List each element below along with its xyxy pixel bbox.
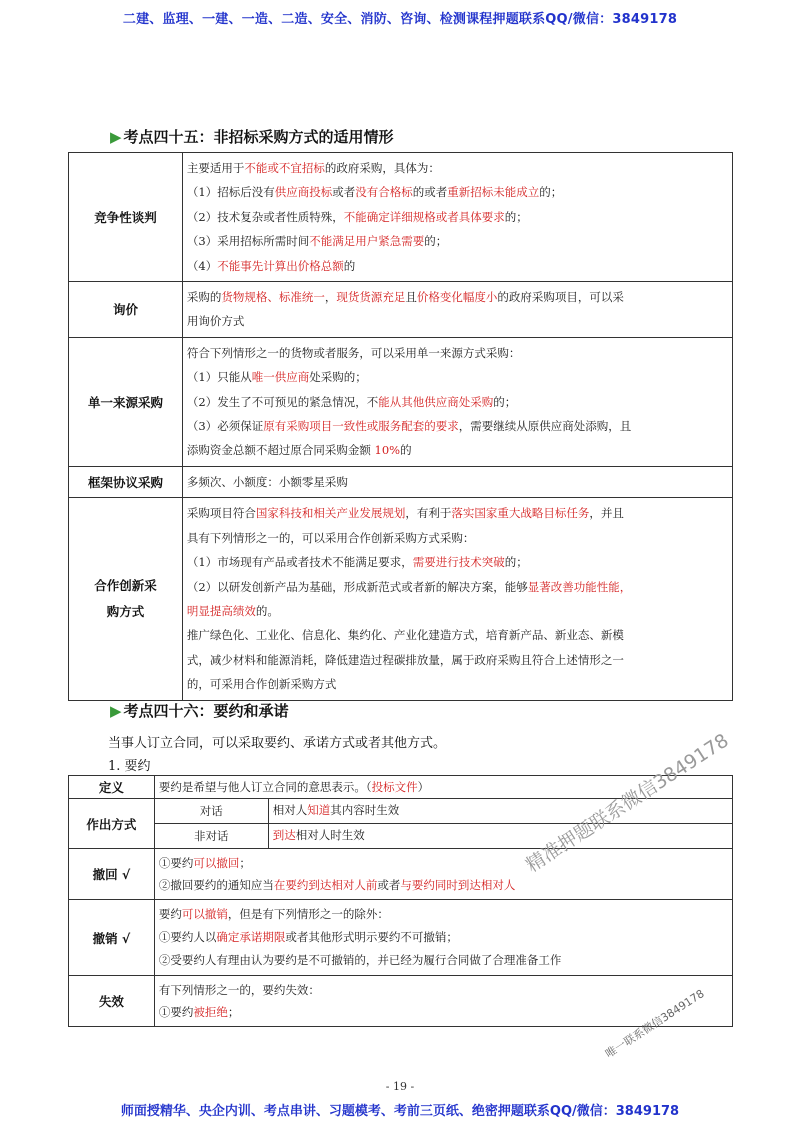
text-segment: 的；	[539, 185, 563, 200]
content-line	[187, 501, 728, 525]
text-segment: ①要约	[158, 1005, 194, 1019]
highlight-text: 供应商投标	[274, 185, 333, 200]
text-segment: 的	[400, 443, 412, 458]
content-line	[187, 390, 728, 414]
highlight-text: 知道	[307, 803, 331, 817]
text-segment: （2）技术复杂或者性质特殊，	[186, 209, 344, 224]
content-line	[159, 949, 728, 972]
section-46-title	[110, 700, 289, 721]
text-segment: ，	[324, 290, 337, 305]
row-label: 竞争性谈判	[69, 153, 183, 282]
text-segment: 具有下列情形之一的，可以采用合作创新采购方式采购：	[186, 530, 475, 545]
triangle-bullet-icon: ▶	[110, 702, 122, 720]
text-segment: ；	[239, 856, 251, 870]
table-row	[69, 337, 733, 466]
text-segment: ，并且	[589, 506, 624, 521]
content-line	[187, 438, 728, 462]
content-line	[187, 599, 728, 623]
content-line	[187, 285, 728, 309]
subheading-offer: 1. 要约	[108, 759, 151, 774]
text-segment: 或者	[377, 878, 401, 892]
text-segment: 符合下列情形之一的货物或者服务，可以采用单一来源方式采购：	[186, 345, 521, 360]
content-line	[187, 205, 728, 229]
text-segment: 或者	[332, 185, 356, 200]
highlight-text: 没有合格标	[355, 185, 413, 200]
row-content	[182, 466, 732, 497]
text-segment: 添购资金总额不超过原合同采购金额	[186, 443, 375, 458]
highlight-text: 能从其他供应商处采购	[378, 394, 494, 409]
text-segment: （1）只能从	[186, 370, 252, 385]
row-content	[268, 799, 732, 824]
text-segment: 且	[405, 290, 417, 305]
content-line	[187, 156, 728, 180]
highlight-text: 可以撤回	[193, 856, 240, 870]
text-segment: 或者其他形式明示要约不可撤销；	[285, 930, 458, 944]
row-label: 合作创新采购方式	[69, 498, 183, 700]
text-segment: ，但是有下列情形之一的除外：	[227, 907, 389, 921]
highlight-text: 不能或不宜招标	[244, 161, 325, 175]
row-content	[154, 849, 732, 900]
row-content	[268, 824, 732, 849]
section-46-title-text: 考点四十六：要约和承诺	[123, 702, 289, 720]
content-line	[159, 926, 728, 949]
row-label: 定义	[69, 776, 155, 799]
row-label: 作出方式	[69, 799, 155, 849]
row-content	[182, 337, 732, 466]
text-segment: ②撤回要约的通知应当	[158, 878, 274, 892]
content-line	[187, 229, 728, 253]
highlight-text: 确定承诺期限	[216, 930, 286, 944]
watermark-small: 唯一联系微信3849178	[603, 987, 707, 1061]
content-line	[187, 254, 728, 278]
text-segment: 的，可采用合作创新采购方式	[186, 677, 337, 692]
text-segment: （2）以研发创新产品为基础，形成新范式或者新的解决方案，能够	[186, 579, 528, 594]
highlight-text: 货物规格、标准统一	[221, 290, 325, 305]
text-segment: （1）市场现有产品或者技术不能满足要求，	[186, 555, 413, 570]
watermark-large: 精准押题联系微信3849178	[522, 729, 733, 877]
text-segment: ①要约	[158, 856, 194, 870]
text-segment: 用询价方式	[186, 314, 245, 329]
row-label: 单一来源采购	[69, 337, 183, 466]
row-content	[154, 900, 732, 976]
row-content	[182, 153, 732, 282]
content-line	[187, 575, 728, 599]
content-line	[159, 979, 728, 1001]
text-segment: 的	[343, 258, 356, 273]
mode-cell: 非对话	[154, 824, 268, 849]
highlight-text: 被拒绝	[193, 1005, 228, 1019]
text-segment: 要约是希望与他人订立合同的意思表示。（	[158, 780, 372, 794]
content-line	[187, 309, 728, 333]
intro-text: 当事人订立合同，可以采取要约、承诺方式或者其他方式。	[108, 736, 447, 751]
highlight-text: 不能确定详细规格或者具体要求	[343, 209, 505, 224]
row-label: 撤销 √	[69, 900, 155, 976]
content-line	[159, 1001, 728, 1023]
text-segment: （1）招标后没有	[186, 185, 275, 200]
text-segment: ①要约人以	[158, 930, 217, 944]
content-line	[159, 874, 728, 896]
text-segment: 的；	[493, 394, 517, 409]
content-line	[187, 526, 728, 550]
row-content	[182, 498, 732, 700]
highlight-text: 重新招标未能成立	[447, 185, 540, 200]
highlight-text: 投标文件	[371, 780, 418, 794]
highlight-text: 不能事先计算出价格总额	[217, 258, 344, 273]
page-number: - 19 -	[385, 1080, 415, 1093]
content-line	[187, 470, 728, 494]
text-segment: 推广绿色化、工业化、信息化、集约化、产业化建造方式，培育新产品、新业态、新模	[186, 628, 624, 643]
highlight-text: 与要约同时到达相对人	[400, 878, 516, 892]
mode-cell: 对话	[154, 799, 268, 824]
highlight-text: 显著改善功能性能，	[527, 579, 632, 594]
highlight-text: 不能满足用户紧急需要	[309, 234, 425, 249]
content-line	[187, 623, 728, 647]
text-segment: 有下列情形之一的，要约失效：	[158, 983, 320, 997]
content-line	[187, 550, 728, 574]
table-row	[69, 849, 733, 900]
row-label: 框架协议采购	[69, 466, 183, 497]
text-segment: 其内容时生效	[330, 803, 400, 817]
row-label: 询价	[69, 282, 183, 338]
highlight-text: 唯一供应商	[251, 370, 310, 385]
highlight-text: 需要进行技术突破	[412, 555, 505, 570]
table-row	[69, 153, 733, 282]
content-line	[187, 365, 728, 389]
highlight-text: 明显提高绩效	[186, 603, 256, 618]
table-row	[69, 498, 733, 700]
text-segment: 的；	[504, 555, 528, 570]
text-segment: 相对人	[272, 803, 308, 817]
text-segment: ②受要约人有理由认为要约是不可撤销的，并已经为履行合同做了合理准备工作	[158, 953, 562, 967]
content-line	[159, 852, 728, 874]
content-line	[187, 648, 728, 672]
highlight-text: 价格变化幅度小	[416, 290, 498, 305]
highlight-text: 10%	[374, 443, 401, 458]
highlight-text: 落实国家重大战略目标任务	[451, 506, 590, 521]
text-segment: 式，减少材料和能源消耗，降低建造过程碳排放量，属于政府采购且符合上述情形之一	[186, 652, 624, 667]
text-segment: 的或者	[412, 185, 448, 200]
table-row	[69, 900, 733, 976]
text-segment: ，需要继续从原供应商处添购，且	[458, 419, 632, 434]
text-segment: ；	[227, 1005, 240, 1019]
text-segment: 相对人时生效	[295, 828, 365, 842]
highlight-text: 到达	[272, 828, 296, 842]
row-content	[182, 282, 732, 338]
text-segment: 多频次、小额度：小额零星采购	[186, 474, 348, 489]
content-line	[273, 802, 728, 818]
highlight-text: 可以撤销	[181, 907, 228, 921]
text-segment: 的政府采购，具体为：	[324, 161, 440, 175]
table-row	[69, 824, 733, 849]
text-segment: 的；	[424, 234, 448, 249]
text-segment: 采购的	[186, 290, 222, 305]
procurement-table	[68, 152, 733, 701]
highlight-text: 国家科技和相关产业发展规划	[255, 506, 406, 521]
text-segment: （4）	[186, 258, 218, 273]
table-row	[69, 282, 733, 338]
content-line	[187, 180, 728, 204]
highlight-text: 在要约到达相对人前	[273, 878, 378, 892]
section-45-title-text: 考点四十五：非招标采购方式的适用情形	[123, 128, 394, 146]
page-footer: 师面授精华、央企内训、考点串讲、习题模考、考前三页纸、绝密押题联系QQ/微信：3849178	[120, 1104, 680, 1119]
text-segment: ）	[417, 780, 430, 794]
table-row	[69, 466, 733, 497]
text-segment: 要约	[158, 907, 182, 921]
text-segment: （2）发生了不可预见的紧急情况，不	[186, 394, 379, 409]
highlight-text: 现货货源充足	[336, 290, 406, 305]
table-row	[69, 976, 733, 1027]
highlight-text: 原有采购项目一致性或服务配套的要求	[263, 419, 459, 434]
content-line	[273, 827, 728, 843]
section-45-title	[110, 126, 394, 147]
triangle-bullet-icon: ▶	[110, 128, 122, 146]
text-segment: （3）采用招标所需时间	[186, 234, 310, 249]
page-header: 二建、监理、一建、一造、二造、安全、消防、咨询、检测课程押题联系QQ/微信：3849178	[122, 12, 678, 27]
text-segment: 的。	[255, 603, 279, 618]
text-segment: 主要适用于	[186, 161, 245, 175]
content-line	[159, 903, 728, 926]
content-line	[187, 672, 728, 696]
row-label: 失效	[69, 976, 155, 1027]
text-segment: 处采购的；	[309, 370, 367, 385]
text-segment: ，有利于	[405, 506, 452, 521]
text-segment: （3）必须保证	[186, 419, 264, 434]
row-label: 撤回 √	[69, 849, 155, 900]
text-segment: 的政府采购项目，可以采	[497, 290, 624, 305]
content-line	[187, 341, 728, 365]
content-line	[187, 414, 728, 438]
text-segment: 的；	[504, 209, 528, 224]
text-segment: 采购项目符合	[186, 506, 256, 521]
